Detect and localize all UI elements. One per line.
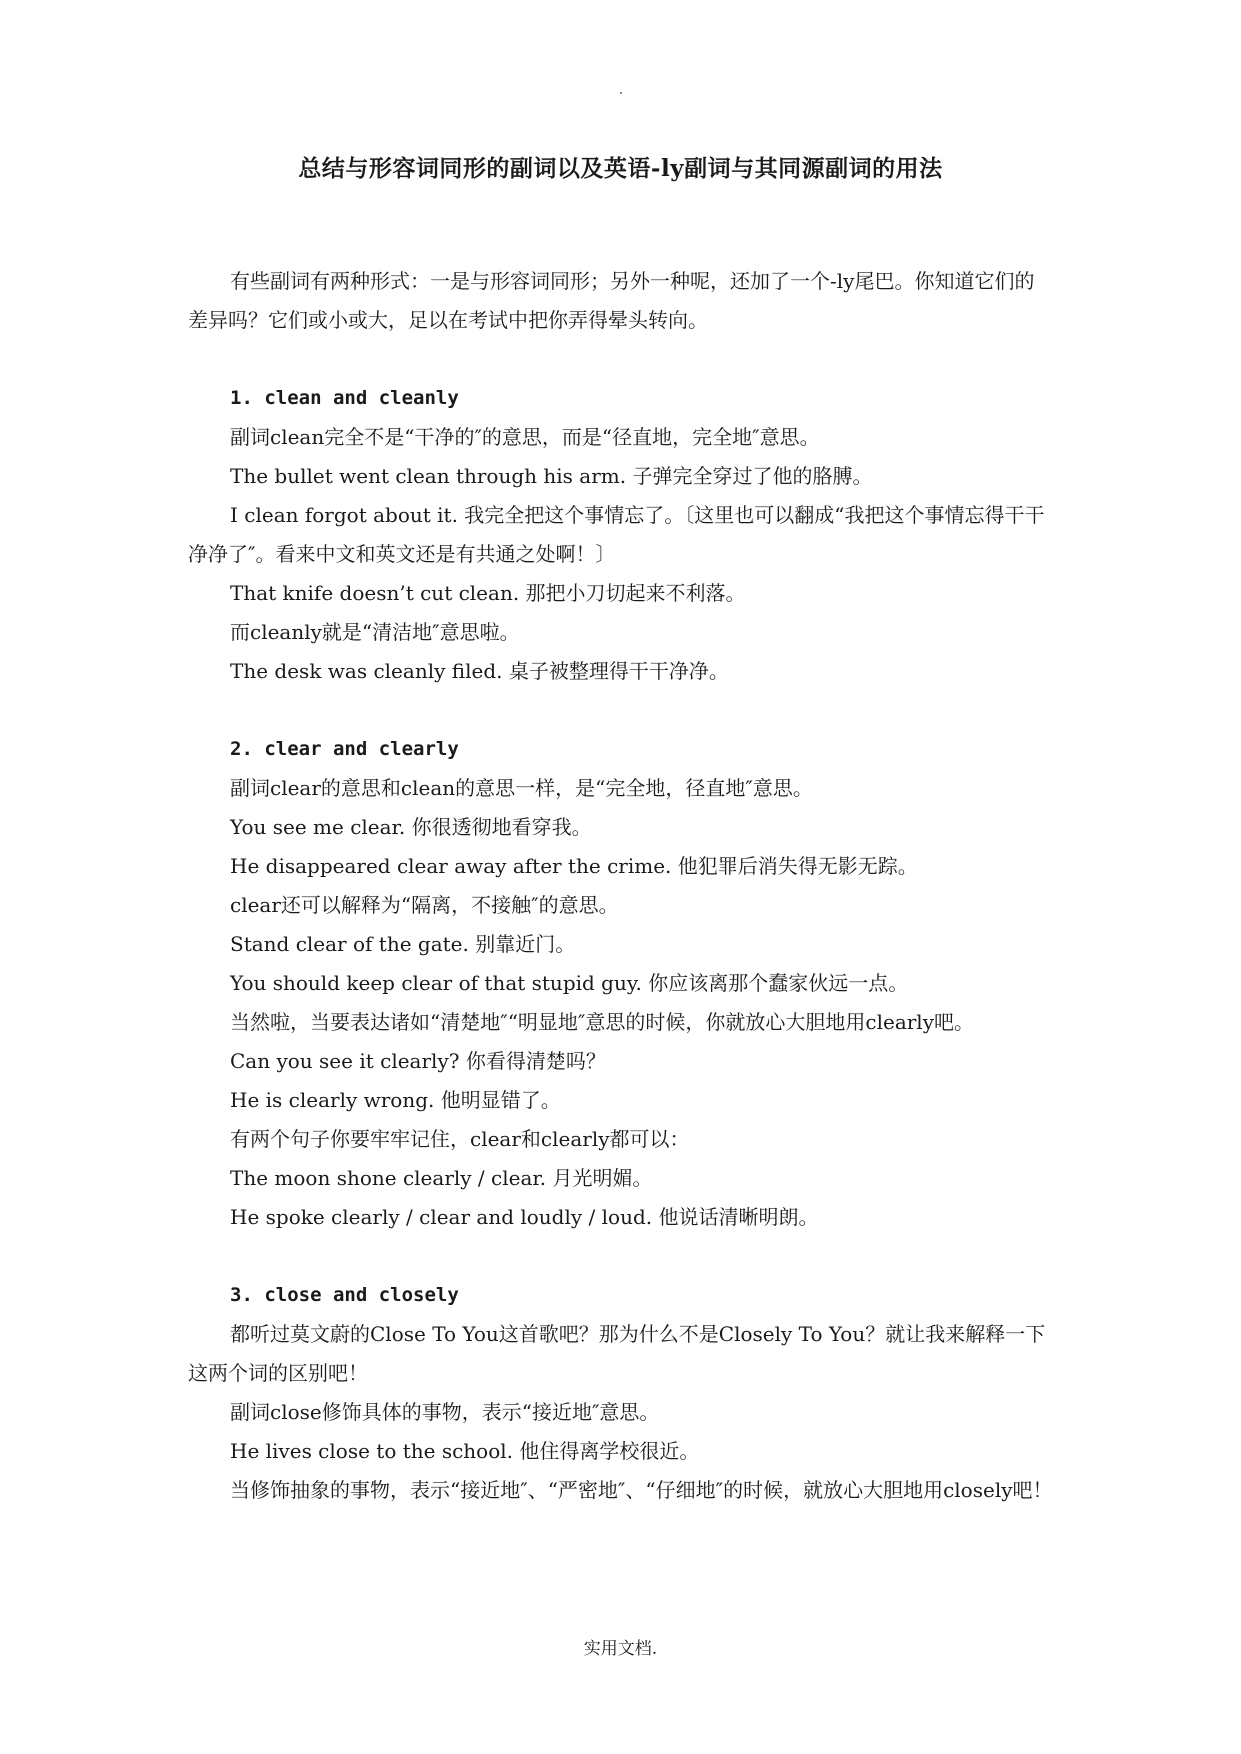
section-heading: 2. clear and clearly <box>230 738 459 760</box>
paragraph: 当然啦，当要表达诸如“清楚地″“明显地″意思的时候，你就放心大胆地用clearly吧。 <box>230 1010 975 1034</box>
paragraph: He lives close to the school. 他住得离学校很近。 <box>230 1439 700 1463</box>
page-footer: 实用文档. <box>583 1639 658 1659</box>
paragraph: The desk was cleanly filed. 桌子被整理得干干净净。 <box>230 659 729 683</box>
paragraph: Can you see it clearly? 你看得清楚吗？ <box>230 1049 606 1073</box>
paragraph: clear还可以解释为“隔离，不接触″的意思。 <box>230 893 619 917</box>
paragraph: 而cleanly就是“清洁地″意思啦。 <box>230 620 520 644</box>
paragraph: The bullet went clean through his arm. 子弹完全穿过了他的胳膊。 <box>230 464 873 488</box>
paragraph: The moon shone clearly / clear. 月光明媚。 <box>230 1166 653 1190</box>
paragraph: 有两个句子你要牢牢记住，clear和clearly都可以： <box>230 1127 690 1151</box>
paragraph: 都听过莫文蔚的Close To You这首歌吧？那为什么不是Closely To You？就让我来解释一下这两个词的区别吧！ <box>188 1322 1046 1385</box>
paragraph: That knife doesn’t cut clean. 那把小刀切起来不利落。 <box>230 581 746 605</box>
intro-paragraph: 有些副词有两种形式：一是与形容词同形；另外一种呢，还加了一个-ly尾巴。你知道它们的差异吗？它们或小或大，足以在考试中把你弄得晕头转向。 <box>188 269 1035 332</box>
paragraph: 副词clean完全不是“干净的″的意思，而是“径直地，完全地″意思。 <box>230 425 820 449</box>
paragraph: 副词clear的意思和clean的意思一样，是“完全地，径直地″意思。 <box>230 776 813 800</box>
paragraph: You see me clear. 你很透彻地看穿我。 <box>230 815 592 839</box>
document-title: 总结与形容词同形的副词以及英语-ly副词与其同源副词的用法 <box>298 155 943 182</box>
paragraph: He spoke clearly / clear and loudly / loud. 他说话清晰明朗。 <box>230 1205 819 1229</box>
document-body <box>188 262 1054 1510</box>
section-heading: 1. clean and cleanly <box>230 387 459 409</box>
paragraph: He is clearly wrong. 他明显错了。 <box>230 1088 561 1112</box>
paragraph: 当修饰抽象的事物，表示“接近地″、“严密地″、“仔细地″的时候，就放心大胆地用closely吧！ <box>230 1478 1053 1502</box>
paragraph: He disappeared clear away after the crime. 他犯罪后消失得无影无踪。 <box>230 854 918 878</box>
top-mark <box>620 92 622 94</box>
paragraph: You should keep clear of that stupid guy. 你应该离那个蠢家伙远一点。 <box>230 971 909 995</box>
section-heading: 3. close and closely <box>230 1284 459 1306</box>
paragraph: Stand clear of the gate. 别靠近门。 <box>230 932 576 956</box>
paragraph: I clean forgot about it. 我完全把这个事情忘了。〔这里也可以翻成“我把这个事情忘得干干净净了″。看来中文和英文还是有共通之处啊！〕 <box>188 503 1045 566</box>
paragraph: 副词close修饰具体的事物，表示“接近地″意思。 <box>230 1400 660 1424</box>
